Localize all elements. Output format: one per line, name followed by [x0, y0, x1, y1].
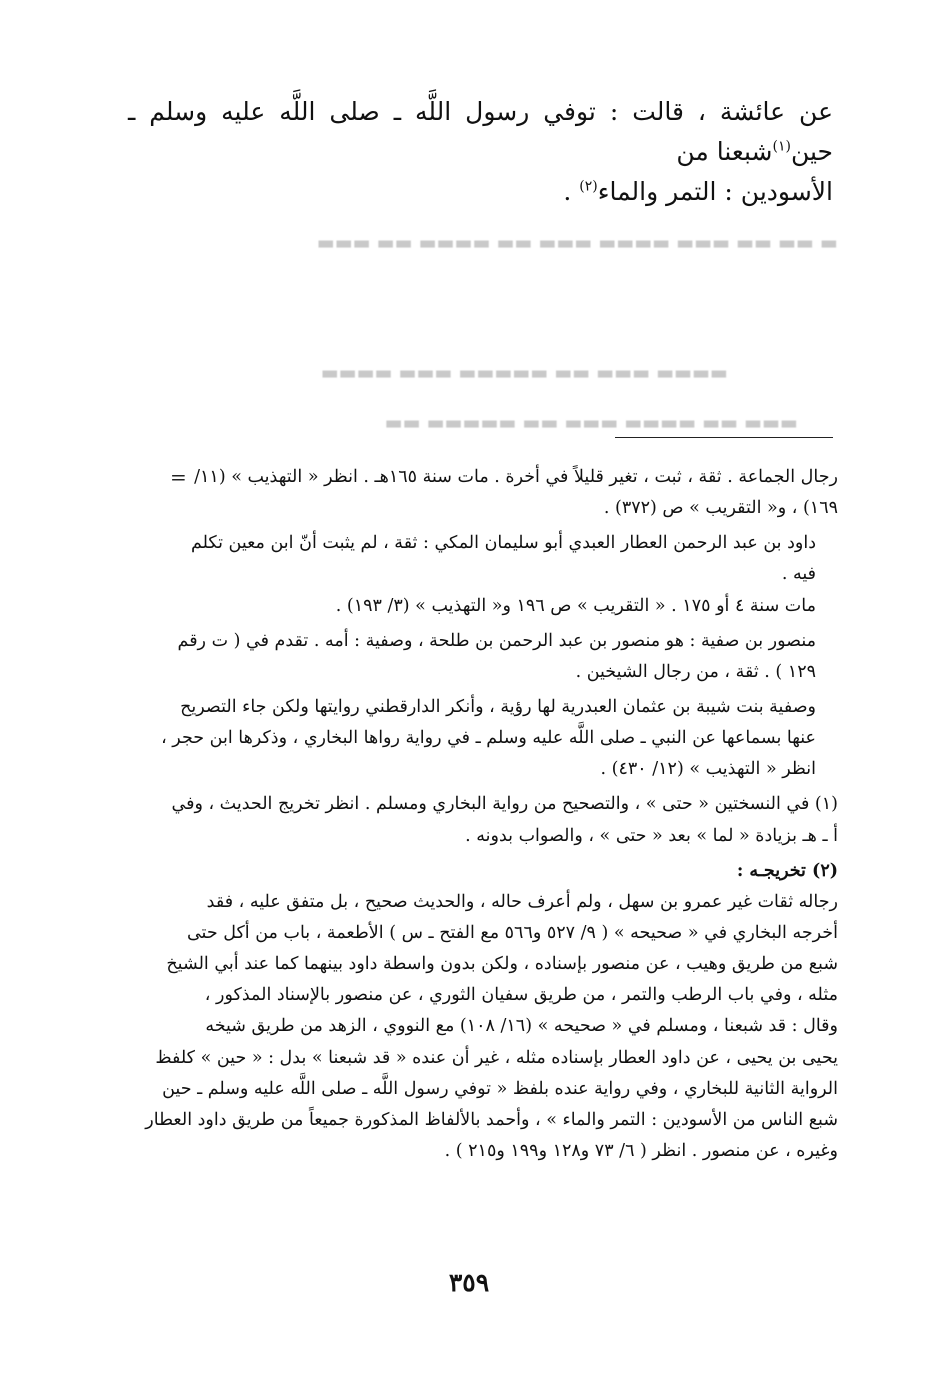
footnote-line: ١٢٩ ) . ثقة ، من رجال الشيخين . [575, 661, 816, 682]
hadith-text-segment: شبعنا من [676, 137, 773, 166]
footnote-line: رجال الجماعة . ثقة ، ثبت ، تغير قليلاً في أخرة . مات سنة ١٦٥هـ . انظر « التهذيب » (١١/ [194, 467, 838, 487]
footnote-line: يحيى بن يحيى ، عن داود العطار بإسناده مثله ، غير أن عنده « قد شبعنا » بدل : « حين » كلفظ [155, 1047, 838, 1068]
footnote-continuation [130, 462, 838, 524]
footnote-line: أخرجه البخاري في « صحيحه » ( ٩/ ٥٢٧ و٥٦٦ مع الفتح ـ س ) الأطعمة ، باب من أكل حتى [186, 922, 838, 943]
hadith-text-segment: . [563, 177, 580, 206]
footnote-line: مثله ، وفي باب الرطب والتمر ، من طريق سفيان الثوري ، عن منصور بالإسناد المذكور ، [204, 985, 838, 1006]
continuation-mark: = [170, 465, 187, 489]
footnote-line: منصور بن صفية : هو منصور بن عبد الرحمن بن طلحة ، وصفية : أمه . تقدم في ( ت رقم [177, 630, 816, 651]
footnote-2 [130, 856, 838, 1167]
hadith-line-2 [128, 172, 833, 212]
narrator-safiya [130, 692, 838, 785]
footnote-line: شبع من طريق وهيب ، عن منصور بإسناده ، ولكن بدون واسطة داود بينهما كما عند أبي الشيخ [166, 954, 838, 975]
footnote-ref-2: (٢) [579, 178, 598, 195]
footnote-line: الرواية الثانية للبخاري ، وفي رواية عنده بلفظ « توفي رسول اللَّه ـ صلى اللَّه عليه وسلم ـ حين [162, 1078, 838, 1099]
footnote-line: (١) في النسختين « حتى » ، والتصحيح من رواية البخاري ومسلم . انظر تخريج الحديث ، وفي [171, 794, 838, 815]
hadith-text-segment: عن عائشة ، قالت : توفي رسول اللَّه ـ صلى اللَّه عليه وسلم ـ حين [128, 97, 833, 166]
narrator-mansur [130, 626, 838, 688]
footnote-1 [130, 789, 838, 851]
footnote-line: عنها بسماعها عن النبي ـ صلى اللَّه عليه وسلم ـ في رواية رواها البخاري ، وذكرها ابن حجر ، [161, 728, 816, 749]
footnote-heading: (٢) تخريجـه : [736, 860, 838, 881]
bleed-through-shadow: ▬▬▬ ▬▬ ▬▬▬▬ ▬▬▬ ▬▬ ▬▬▬▬▬ ▬▬ [384, 412, 798, 434]
footnote-line: أ ـ هـ بزيادة « لما » بعد « حتى » ، والصواب بدونه . [465, 825, 838, 846]
footnote-line: ١٦٩) ، و« التقريب » ص (٣٧٢) . [603, 498, 838, 519]
narrator-dawud [130, 528, 838, 621]
footnote-line: رجاله ثقات غير عمرو بن سهل ، ولم أعرف حاله ، والحديث صحيح ، بل متفق عليه ، فقد [206, 891, 838, 912]
footnote-line: داود بن عبد الرحمن العطار العبدي أبو سليمان المكي : ثقة ، لم يثبت أنّ ابن معين تكلم [190, 533, 816, 554]
hadith-text-segment: الأسودين : التمر والماء [597, 177, 833, 206]
footnote-line: وقال : قد شبعنا ، ومسلم في « صحيحه » (١٦/ ١٠٨) مع النووي ، الزهد من طريق شيخه [205, 1016, 838, 1037]
hadith-text [128, 92, 833, 212]
hadith-line-1 [128, 92, 833, 172]
footnote-line: شبع الناس من الأسودين : التمر والماء » ، وأحمد بالألفاظ المذكورة جميعاً من طريق داود العطار [145, 1109, 838, 1130]
bleed-through-shadow: ▬▬▬▬ ▬▬▬ ▬▬ ▬▬▬▬▬ ▬▬▬ ▬▬▬▬ [320, 362, 728, 384]
footnotes-section [130, 462, 838, 1167]
footnote-line: انظر « التهذيب » (١٢/ ٤٣٠) . [600, 759, 816, 780]
footnote-separator [615, 437, 833, 438]
page-number: ٣٥٩ [448, 1268, 490, 1297]
bleed-through-shadow: ▬ ▬▬ ▬▬ ▬▬▬ ▬▬▬▬ ▬▬▬ ▬▬ ▬▬▬▬ ▬▬ ▬▬▬ [316, 232, 838, 254]
footnote-line: وغيره ، عن منصور . انظر ( ٦/ ٧٣ و١٢٨ و١٩٩ و٢١٥ ) . [444, 1140, 838, 1161]
footnote-line: مات سنة ٤ أو ١٧٥ . « التقريب » ص ١٩٦ و« التهذيب » (٣/ ١٩٣) . [335, 595, 816, 616]
footnote-line: فيه . [781, 564, 816, 585]
footnote-line: وصفية بنت شيبة بن عثمان العبدرية لها رؤية ، وأنكر الدارقطني روايتها ولكن جاء التصريح [180, 696, 816, 717]
footnote-ref-1: (١) [772, 138, 791, 155]
